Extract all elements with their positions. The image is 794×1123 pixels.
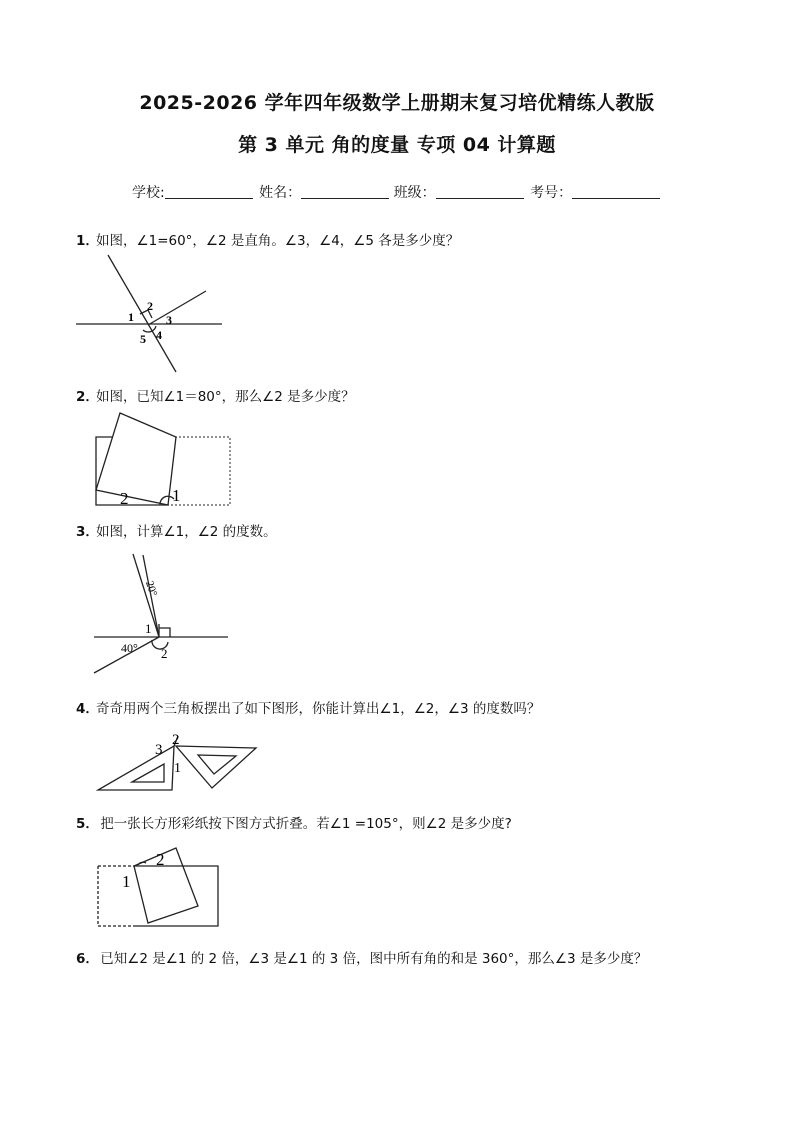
figure-q3 bbox=[88, 548, 233, 683]
figure-label: 2 bbox=[156, 850, 165, 869]
question-6 bbox=[76, 947, 647, 967]
exam-no-label: 考号： bbox=[530, 185, 573, 201]
question-text: 奇奇用两个三角板摆出了如下图形，你能计算出∠1，∠2，∠3 的度数吗？ bbox=[96, 701, 541, 717]
class-blank bbox=[436, 184, 524, 199]
school-blank bbox=[165, 184, 253, 199]
figure-label: 40° bbox=[121, 641, 138, 655]
question-2 bbox=[76, 385, 355, 405]
figure-q4 bbox=[94, 728, 264, 798]
figure-label: 1 bbox=[174, 761, 181, 776]
figure-label: 1 bbox=[128, 310, 134, 324]
question-text: 如图，计算∠1，∠2 的度数。 bbox=[96, 524, 277, 540]
figure-label: 1 bbox=[122, 872, 131, 891]
figure-label: 1 bbox=[172, 486, 181, 505]
question-number: 2． bbox=[76, 389, 99, 405]
question-number: 5． bbox=[76, 816, 99, 832]
exam-no-blank bbox=[572, 184, 660, 199]
class-label: 班级： bbox=[393, 185, 436, 201]
name-blank bbox=[301, 184, 389, 199]
question-number: 1． bbox=[76, 233, 99, 249]
figure-label: 2 bbox=[120, 489, 129, 508]
name-label: 姓名： bbox=[259, 185, 302, 201]
figure-label: 3 bbox=[166, 313, 172, 327]
question-number: 3． bbox=[76, 524, 99, 540]
figure-q2 bbox=[90, 408, 240, 513]
figure-label: 5 bbox=[140, 332, 146, 346]
question-1 bbox=[76, 229, 459, 249]
figure-label: 1 bbox=[145, 621, 152, 636]
question-5 bbox=[76, 812, 512, 832]
question-number: 4． bbox=[76, 701, 99, 717]
student-info-row bbox=[132, 182, 660, 202]
figure-label: 3 bbox=[155, 742, 163, 758]
question-text: 如图，∠1=60°，∠2 是直角。∠3，∠4，∠5 各是多少度？ bbox=[96, 233, 460, 249]
figure-label: 2 bbox=[161, 646, 168, 661]
page-subtitle: 第 3 单元 角的度量 专项 04 计算题 bbox=[238, 134, 556, 156]
question-text: 如图，已知∠1＝80°，那么∠2 是多少度？ bbox=[96, 389, 355, 405]
figure-label: 2 bbox=[147, 299, 153, 313]
figure-label: 2 bbox=[172, 732, 180, 748]
question-4 bbox=[76, 697, 540, 717]
question-3 bbox=[76, 520, 277, 540]
question-text: 已知∠2 是∠1 的 2 倍，∠3 是∠1 的 3 倍，图中所有角的和是 360°，那么∠3 是多少度？ bbox=[96, 951, 648, 967]
figure-label: 4 bbox=[156, 328, 162, 342]
question-number: 6． bbox=[76, 951, 99, 967]
figure-q1 bbox=[70, 250, 230, 375]
question-text: 把一张长方形彩纸按下图方式折叠。若∠1 =105°，则∠2 是多少度? bbox=[96, 816, 512, 832]
figure-q5 bbox=[94, 843, 224, 933]
page-title: 2025-2026 学年四年级数学上册期末复习培优精练人教版 bbox=[139, 92, 655, 114]
school-label: 学校: bbox=[132, 185, 165, 201]
figure-label: 20° bbox=[143, 579, 160, 598]
